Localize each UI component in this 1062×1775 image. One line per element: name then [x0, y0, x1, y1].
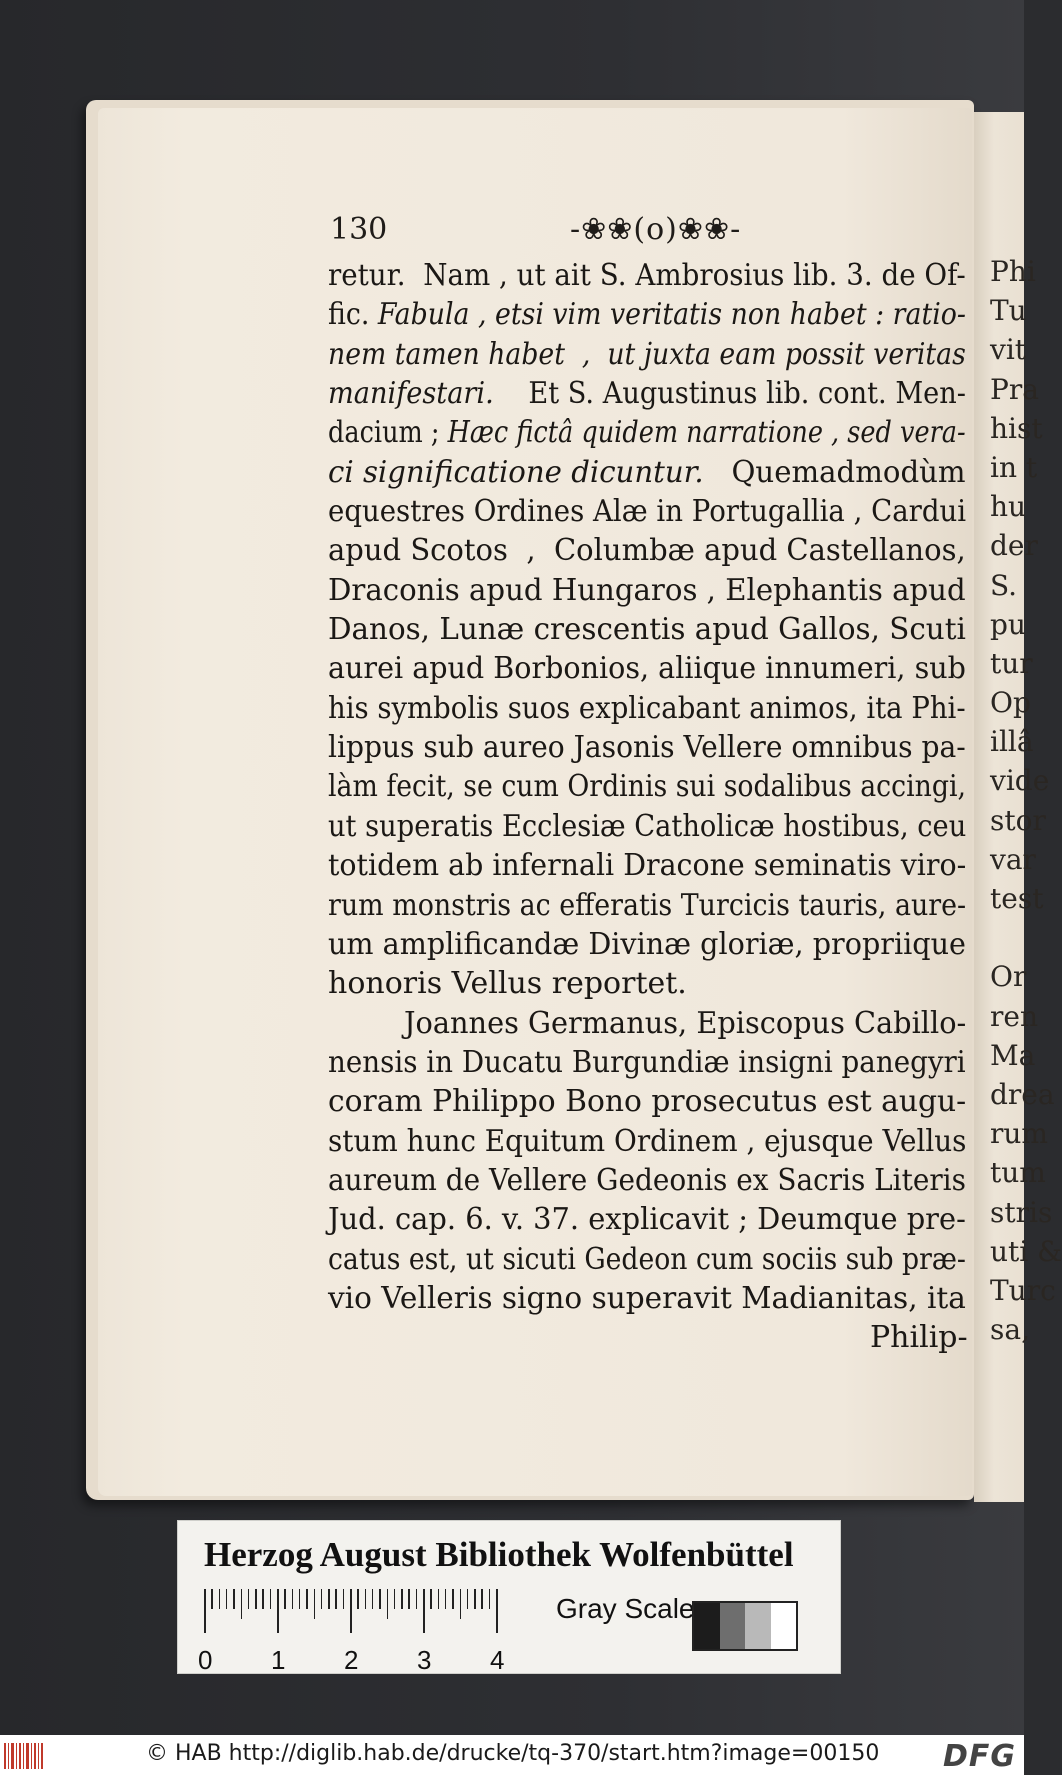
text-span: ut superatis Ecclesiæ Catholicæ hostibus, ceu	[328, 808, 967, 844]
gray-swatch	[694, 1603, 720, 1649]
next-page-fragment: uti &	[990, 1234, 1062, 1268]
ruler-tick	[284, 1589, 286, 1609]
barcode-icon	[4, 1743, 44, 1769]
text-span: aureum de Vellere Gedeonis ex Sacris Literis	[328, 1162, 966, 1198]
ruler-tick	[423, 1589, 425, 1633]
text-span: catus est, ut sicuti Gedeon cum sociis sub præ-	[328, 1241, 966, 1277]
next-page-fragment: drea	[990, 1077, 1055, 1111]
page-header	[330, 210, 970, 254]
text-line	[328, 492, 966, 531]
text-span: retur. Nam , ut ait S. Ambrosius lib. 3. de Of-	[328, 258, 966, 293]
ruler-tick	[474, 1589, 476, 1609]
next-page-fragment: in t	[990, 450, 1038, 484]
ruler-tick	[416, 1589, 418, 1609]
ruler-tick	[350, 1589, 352, 1633]
text-line	[328, 1161, 966, 1200]
italic-text: nem tamen habet , ut juxta eam possit veritas	[328, 336, 966, 372]
ruler-tick	[343, 1589, 345, 1609]
next-page-fragment: illâ	[990, 725, 1034, 759]
text-span: equestres Ordines Alæ in Portugallia , Cardui	[328, 494, 967, 530]
next-page-fragment: Phi	[990, 255, 1036, 288]
next-page-fragment: S.	[990, 568, 1018, 602]
next-page-fragment: Op	[990, 686, 1031, 720]
text-span: um amplificandæ Divinæ gloriæ, propriique	[328, 926, 966, 962]
text-span: Jud. cap. 6. v. 37. explicavit ; Deumque pre-	[328, 1202, 966, 1238]
ruler-number: 0	[198, 1645, 213, 1675]
text-span: aurei apud Borbonios, aliique innumeri, sub	[328, 651, 966, 687]
text-line	[328, 610, 966, 649]
text-span: coram Philippo Bono prosecutus est augu-	[328, 1084, 967, 1120]
dfg-logo: DFG	[942, 1739, 1016, 1774]
text-span: fic.	[328, 297, 378, 333]
italic-text: Hæc fictâ quidem narratione , sed vera-	[447, 415, 966, 451]
text-line	[328, 925, 966, 964]
next-page-fragment: stris	[990, 1195, 1053, 1229]
ruler-tick	[335, 1589, 337, 1609]
text-span: honoris Vellus reportet.	[328, 966, 687, 1002]
ruler-number: 1	[271, 1645, 286, 1675]
ruler-tick	[365, 1589, 367, 1609]
text-span: vio Velleris signo superavit Madianitas, ita	[328, 1280, 966, 1316]
text-span: Quemadmodùm	[703, 454, 966, 490]
ruler-number: 3	[417, 1645, 432, 1675]
text-span: nensis in Ducatu Burgundiæ insigni panegyri	[328, 1044, 966, 1080]
footer-bar	[0, 1735, 1024, 1775]
text-line	[328, 807, 966, 846]
italic-text: Fabula , etsi vim veritatis non habet : ratio-	[377, 297, 966, 333]
text-line	[328, 1004, 966, 1043]
ruler-tick	[372, 1589, 374, 1609]
text-line	[328, 374, 966, 413]
text-span: totidem ab infernali Dracone seminatis viro-	[328, 848, 967, 884]
page-number: 130	[330, 212, 388, 247]
ruler-tick	[314, 1589, 316, 1619]
next-page-fragment: hu	[990, 490, 1027, 524]
ruler-tick	[299, 1589, 301, 1609]
next-page-fragment: var	[990, 842, 1036, 876]
text-line	[328, 335, 966, 374]
next-page-fragment: vide	[990, 764, 1050, 798]
text-span: apud Scotos , Columbæ apud Castellanos,	[328, 533, 966, 569]
next-page-fragment: sa,	[990, 1313, 1030, 1347]
text-span: rum monstris ac efferatis Turcicis tauris, aure-	[328, 887, 967, 923]
scale-ruler	[198, 1589, 524, 1675]
next-page-fragment: stor	[990, 803, 1046, 837]
ruler-tick	[445, 1589, 447, 1609]
ruler-tick	[211, 1589, 213, 1609]
next-page-fragment: tur	[990, 646, 1033, 680]
ruler-tick	[408, 1589, 410, 1609]
ruler-tick	[496, 1589, 498, 1633]
italic-text: ci significatione dicuntur.	[328, 454, 704, 490]
text-line	[328, 1200, 966, 1239]
next-page-fragment: Ma	[990, 1038, 1036, 1072]
source-link[interactable]: © HAB http://diglib.hab.de/drucke/tq-370/start.htm?image=00150	[146, 1741, 880, 1766]
ruler-tick	[460, 1589, 462, 1619]
text-line	[328, 767, 966, 806]
gray-swatch	[720, 1603, 746, 1649]
ruler-tick	[387, 1589, 389, 1619]
ruler-tick	[401, 1589, 403, 1609]
header-ornament: -❀❀(o)❀❀-	[570, 212, 742, 247]
text-line	[328, 453, 966, 492]
ruler-tick	[204, 1589, 206, 1633]
text-line	[328, 1122, 966, 1161]
next-page-fragment: hist	[990, 411, 1043, 445]
text-line	[328, 846, 966, 885]
gray-scale-label: Gray Scale	[556, 1593, 695, 1624]
next-page-fragment: Turc	[990, 1273, 1056, 1307]
next-page-fragment: test	[990, 882, 1044, 915]
text-span: his symbolis suos explicabant animos, ita Phi-	[328, 690, 966, 726]
text-line	[328, 1240, 966, 1279]
ruler-tick	[226, 1589, 228, 1609]
text-line	[328, 964, 966, 1003]
text-line	[328, 531, 966, 570]
ruler-tick	[430, 1589, 432, 1609]
ruler-tick	[489, 1589, 491, 1609]
body-text	[328, 256, 966, 1318]
next-page-fragment: Or	[990, 960, 1027, 994]
text-span: dacium ;	[328, 415, 448, 451]
ruler-tick	[219, 1589, 221, 1609]
text-span: lippus sub aureo Jasonis Vellere omnibus pa-	[328, 730, 966, 766]
library-color-card	[177, 1520, 841, 1674]
next-page-fragment: pu	[990, 607, 1026, 641]
text-line	[328, 649, 966, 688]
text-line	[328, 413, 966, 452]
ruler-tick	[233, 1589, 235, 1609]
ruler-tick	[248, 1589, 250, 1609]
ruler-tick	[394, 1589, 396, 1609]
text-span: Et S. Augustinus lib. cont. Men-	[493, 376, 966, 412]
ruler-tick	[328, 1589, 330, 1609]
italic-text: manifestari.	[328, 376, 494, 412]
text-line	[328, 728, 966, 767]
catchword: Philip-	[870, 1320, 968, 1355]
text-line	[328, 1082, 966, 1121]
text-span: làm fecit, se cum Ordinis sui sodalibus accingi,	[328, 769, 967, 805]
ruler-tick	[292, 1589, 294, 1609]
next-page-fragment: Tu	[990, 294, 1027, 328]
ruler-tick	[467, 1589, 469, 1609]
next-page-fragment: Pra	[990, 372, 1039, 406]
next-page-text-fragments	[990, 252, 1062, 1349]
ruler-tick	[306, 1589, 308, 1609]
gray-swatch	[745, 1603, 771, 1649]
next-page-fragment: rum	[990, 1117, 1048, 1151]
text-line	[328, 571, 966, 610]
ruler-tick	[438, 1589, 440, 1609]
text-line	[328, 689, 966, 728]
ruler-tick	[241, 1589, 243, 1619]
ruler-number: 2	[344, 1645, 359, 1675]
text-line	[328, 886, 966, 925]
gray-swatch	[771, 1603, 797, 1649]
ruler-tick	[262, 1589, 264, 1609]
ruler-tick	[452, 1589, 454, 1609]
text-span: Draconis apud Hungaros , Elephantis apud	[328, 572, 966, 608]
ruler-tick	[379, 1589, 381, 1609]
next-page-fragment: der	[990, 529, 1038, 563]
text-line	[328, 1279, 966, 1318]
library-name: Herzog August Bibliothek Wolfenbüttel	[204, 1535, 794, 1574]
ruler-tick	[357, 1589, 359, 1609]
ruler-tick	[277, 1589, 279, 1633]
gray-scale-swatches	[692, 1601, 798, 1651]
ruler-tick	[321, 1589, 323, 1609]
ruler-number: 4	[490, 1645, 505, 1675]
next-page-fragment	[990, 918, 1050, 957]
text-span: Danos, Lunæ crescentis apud Gallos, Scuti	[328, 612, 966, 648]
ruler-tick	[270, 1589, 272, 1609]
next-page-fragment: ren	[990, 999, 1038, 1033]
text-line	[328, 256, 966, 295]
next-page-fragment: vit	[990, 333, 1027, 367]
text-span: stum hunc Equitum Ordinem , ejusque Vellus	[328, 1123, 967, 1159]
ruler-tick	[481, 1589, 483, 1609]
text-line	[328, 295, 966, 334]
text-line	[328, 1043, 966, 1082]
ruler-tick	[255, 1589, 257, 1609]
next-page-edge	[974, 112, 1062, 1502]
next-page-fragment: tum	[990, 1156, 1046, 1190]
text-span: Joannes Germanus, Episcopus Cabillo-	[404, 1005, 967, 1041]
